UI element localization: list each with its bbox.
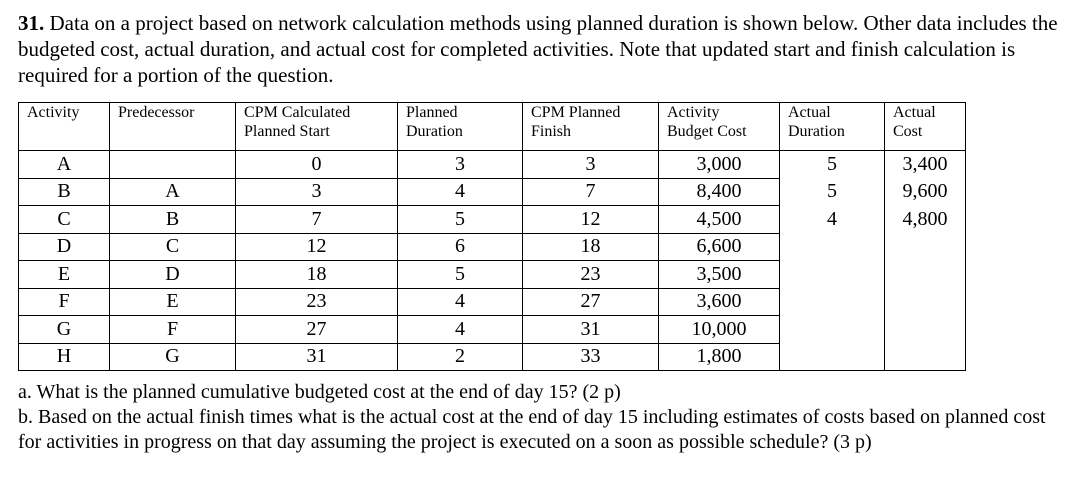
cell-actual-duration <box>780 233 885 261</box>
cell-budget: 1,800 <box>659 343 780 371</box>
cell-actual-duration <box>780 343 885 371</box>
question-b: b. Based on the actual finish times what is the actual cost at the end of day 15 including estimates of costs based on planned cost for activities in progress on that day assuming the project is executed on a soon as possible schedule? (3 p) <box>18 406 1046 453</box>
cell-predecessor: B <box>110 206 236 234</box>
header-planned-duration: Planned Duration <box>398 103 523 151</box>
cell-start: 3 <box>236 178 398 206</box>
table-row <box>19 288 966 316</box>
cell-predecessor: D <box>110 261 236 289</box>
cell-start: 23 <box>236 288 398 316</box>
cell-actual-cost <box>885 343 966 371</box>
project-data-table <box>18 102 966 371</box>
cell-predecessor: F <box>110 316 236 344</box>
header-row <box>19 103 966 151</box>
table-body <box>19 151 966 371</box>
header-planned-start: CPM Calculated Planned Start <box>236 103 398 151</box>
cell-duration: 4 <box>398 178 523 206</box>
cell-start: 31 <box>236 343 398 371</box>
header-budget-cost: Activity Budget Cost <box>659 103 780 151</box>
cell-actual-duration: 5 <box>780 151 885 179</box>
cell-duration: 3 <box>398 151 523 179</box>
cell-start: 7 <box>236 206 398 234</box>
cell-duration: 6 <box>398 233 523 261</box>
header-actual-cost: Actual Cost <box>885 103 966 151</box>
cell-predecessor: A <box>110 178 236 206</box>
cell-actual-cost <box>885 233 966 261</box>
cell-activity: H <box>19 343 110 371</box>
cell-actual-duration: 4 <box>780 206 885 234</box>
cell-actual-duration: 5 <box>780 178 885 206</box>
cell-start: 0 <box>236 151 398 179</box>
cell-finish: 23 <box>523 261 659 289</box>
problem-statement <box>18 10 1068 88</box>
cell-activity: C <box>19 206 110 234</box>
header-activity: Activity <box>19 103 110 151</box>
cell-finish: 18 <box>523 233 659 261</box>
cell-start: 27 <box>236 316 398 344</box>
cell-budget: 4,500 <box>659 206 780 234</box>
table-row <box>19 316 966 344</box>
cell-budget: 8,400 <box>659 178 780 206</box>
cell-activity: F <box>19 288 110 316</box>
cell-duration: 5 <box>398 261 523 289</box>
table-row <box>19 178 966 206</box>
cell-predecessor: C <box>110 233 236 261</box>
questions <box>18 380 1068 455</box>
cell-start: 12 <box>236 233 398 261</box>
header-predecessor: Predecessor <box>110 103 236 151</box>
table-row <box>19 261 966 289</box>
cell-finish: 12 <box>523 206 659 234</box>
table-row <box>19 233 966 261</box>
problem-number: 31. <box>18 11 45 35</box>
cell-actual-cost: 3,400 <box>885 151 966 179</box>
cell-actual-cost: 9,600 <box>885 178 966 206</box>
cell-predecessor <box>110 151 236 179</box>
cell-actual-cost <box>885 316 966 344</box>
cell-duration: 4 <box>398 316 523 344</box>
cell-activity: D <box>19 233 110 261</box>
cell-duration: 5 <box>398 206 523 234</box>
cell-actual-cost <box>885 261 966 289</box>
table-row <box>19 206 966 234</box>
cell-budget: 3,600 <box>659 288 780 316</box>
cell-finish: 33 <box>523 343 659 371</box>
problem-text: Data on a project based on network calculation methods using planned duration is shown below. Other data includes the budgeted cost, actual duration, and actual cost for completed activities. Note that updated start and finish calculation is required for a portion of the question. <box>18 11 1058 87</box>
question-a: a. What is the planned cumulative budgeted cost at the end of day 15? (2 p) <box>18 381 621 403</box>
table-row <box>19 151 966 179</box>
cell-actual-duration <box>780 261 885 289</box>
header-planned-finish: CPM Planned Finish <box>523 103 659 151</box>
cell-activity: G <box>19 316 110 344</box>
cell-duration: 2 <box>398 343 523 371</box>
cell-finish: 7 <box>523 178 659 206</box>
cell-actual-duration <box>780 288 885 316</box>
cell-budget: 6,600 <box>659 233 780 261</box>
cell-finish: 27 <box>523 288 659 316</box>
cell-finish: 3 <box>523 151 659 179</box>
cell-start: 18 <box>236 261 398 289</box>
cell-predecessor: G <box>110 343 236 371</box>
cell-predecessor: E <box>110 288 236 316</box>
table-row <box>19 343 966 371</box>
header-actual-duration: Actual Duration <box>780 103 885 151</box>
cell-actual-cost <box>885 288 966 316</box>
cell-activity: B <box>19 178 110 206</box>
cell-activity: E <box>19 261 110 289</box>
cell-finish: 31 <box>523 316 659 344</box>
cell-activity: A <box>19 151 110 179</box>
cell-actual-cost: 4,800 <box>885 206 966 234</box>
cell-actual-duration <box>780 316 885 344</box>
cell-budget: 3,500 <box>659 261 780 289</box>
cell-budget: 3,000 <box>659 151 780 179</box>
cell-duration: 4 <box>398 288 523 316</box>
cell-budget: 10,000 <box>659 316 780 344</box>
